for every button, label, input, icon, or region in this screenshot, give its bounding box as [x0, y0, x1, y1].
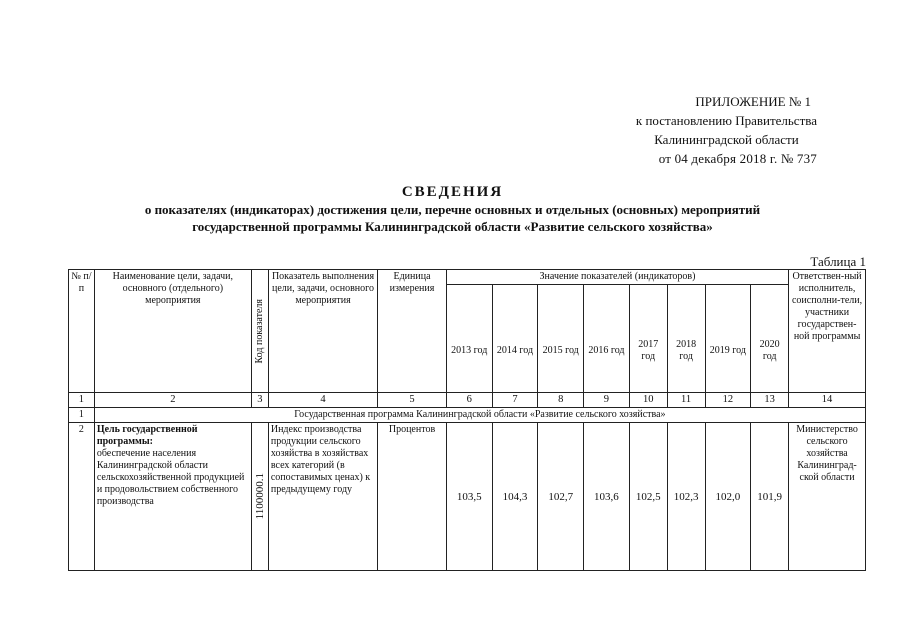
table-caption: Таблица 1: [810, 254, 866, 269]
header-row-1: [69, 270, 866, 285]
appendix-line-region: Калининградской области: [654, 132, 799, 147]
header-code-cell: [251, 270, 268, 393]
responsible-text: Министерство сельского хозяйства Калининград-ской области: [789, 423, 866, 571]
indicators-table: [68, 269, 866, 571]
goal-label: Цель государственной программы:: [96, 424, 198, 447]
appendix-line-date: от 04 декабря 2018 г. № 737: [658, 151, 817, 166]
header-code: Код показателя: [253, 298, 265, 364]
row-num: 2: [69, 423, 95, 571]
appendix-block: [636, 92, 817, 168]
appendix-title: ПРИЛОЖЕНИЕ № 1: [695, 94, 811, 109]
column-number: 6: [446, 393, 492, 408]
column-number: 4: [268, 393, 377, 408]
header-name: Наименование цели, задачи, основного (отдельного) мероприятия: [94, 270, 251, 393]
value-cell: 104,3: [492, 423, 538, 571]
value-cell: 102,7: [538, 423, 584, 571]
document-subtitle-1: о показателях (индикаторах) достижения цели, перечне основных и отдельных (основных) мероприятий: [144, 202, 761, 217]
indicator-code: 1100000.1: [253, 473, 266, 520]
indicator-text: Индекс производства продукции сельского хозяйства в хозяйствах всех категорий (в сопоставимых ценах) к предыдущему году: [268, 423, 377, 571]
header-responsible: Ответствен-ный исполнитель, соисполни-тели, участники государствен-ной программы: [789, 270, 866, 393]
column-number: 3: [251, 393, 268, 408]
value-cell: 102,0: [705, 423, 751, 571]
value-cell: 103,5: [446, 423, 492, 571]
goal-cell: [94, 423, 251, 571]
column-number: 13: [751, 393, 789, 408]
header-year: 2020 год: [751, 285, 789, 393]
column-number: 2: [94, 393, 251, 408]
program-row: [69, 408, 866, 423]
column-number: 12: [705, 393, 751, 408]
header-year: 2015 год: [538, 285, 584, 393]
header-year: 2014 год: [492, 285, 538, 393]
document-title: СВЕДЕНИЯ: [401, 184, 504, 200]
column-number: 7: [492, 393, 538, 408]
header-year: 2017 год: [629, 285, 667, 393]
goal-text: обеспечение населения Калининградской области сельскохозяйственной продукцией и продовольствием собственного производства: [96, 448, 245, 507]
unit-text: Процентов: [378, 423, 447, 571]
header-num: № п/п: [69, 270, 95, 393]
value-cell: 102,3: [667, 423, 705, 571]
column-number: 8: [538, 393, 584, 408]
column-number: 5: [378, 393, 447, 408]
value-cell: 103,6: [584, 423, 630, 571]
value-cell: 102,5: [629, 423, 667, 571]
column-number: 9: [584, 393, 630, 408]
document-heading: [0, 183, 905, 235]
header-indicator: Показатель выполнения цели, задачи, основного мероприятия: [268, 270, 377, 393]
program-row-title: Государственная программа Калининградской области «Развитие сельского хозяйства»: [94, 408, 865, 423]
column-number: 1: [69, 393, 95, 408]
appendix-line-resolution: к постановлению Правительства: [635, 113, 817, 128]
document-subtitle-2: государственной программы Калининградской области «Развитие сельского хозяйства»: [192, 219, 713, 234]
header-year: 2016 год: [584, 285, 630, 393]
column-number: 11: [667, 393, 705, 408]
header-year: 2018 год: [667, 285, 705, 393]
header-year: 2013 год: [446, 285, 492, 393]
column-numbers-row: [69, 393, 866, 408]
column-number: 10: [629, 393, 667, 408]
code-cell: [251, 423, 268, 571]
table-row: [69, 423, 866, 571]
header-year: 2019 год: [705, 285, 751, 393]
program-row-num: 1: [69, 408, 95, 423]
header-values: Значение показателей (индикаторов): [446, 270, 788, 285]
value-cell: 101,9: [751, 423, 789, 571]
column-number: 14: [789, 393, 866, 408]
header-unit: Единица измерения: [378, 270, 447, 393]
